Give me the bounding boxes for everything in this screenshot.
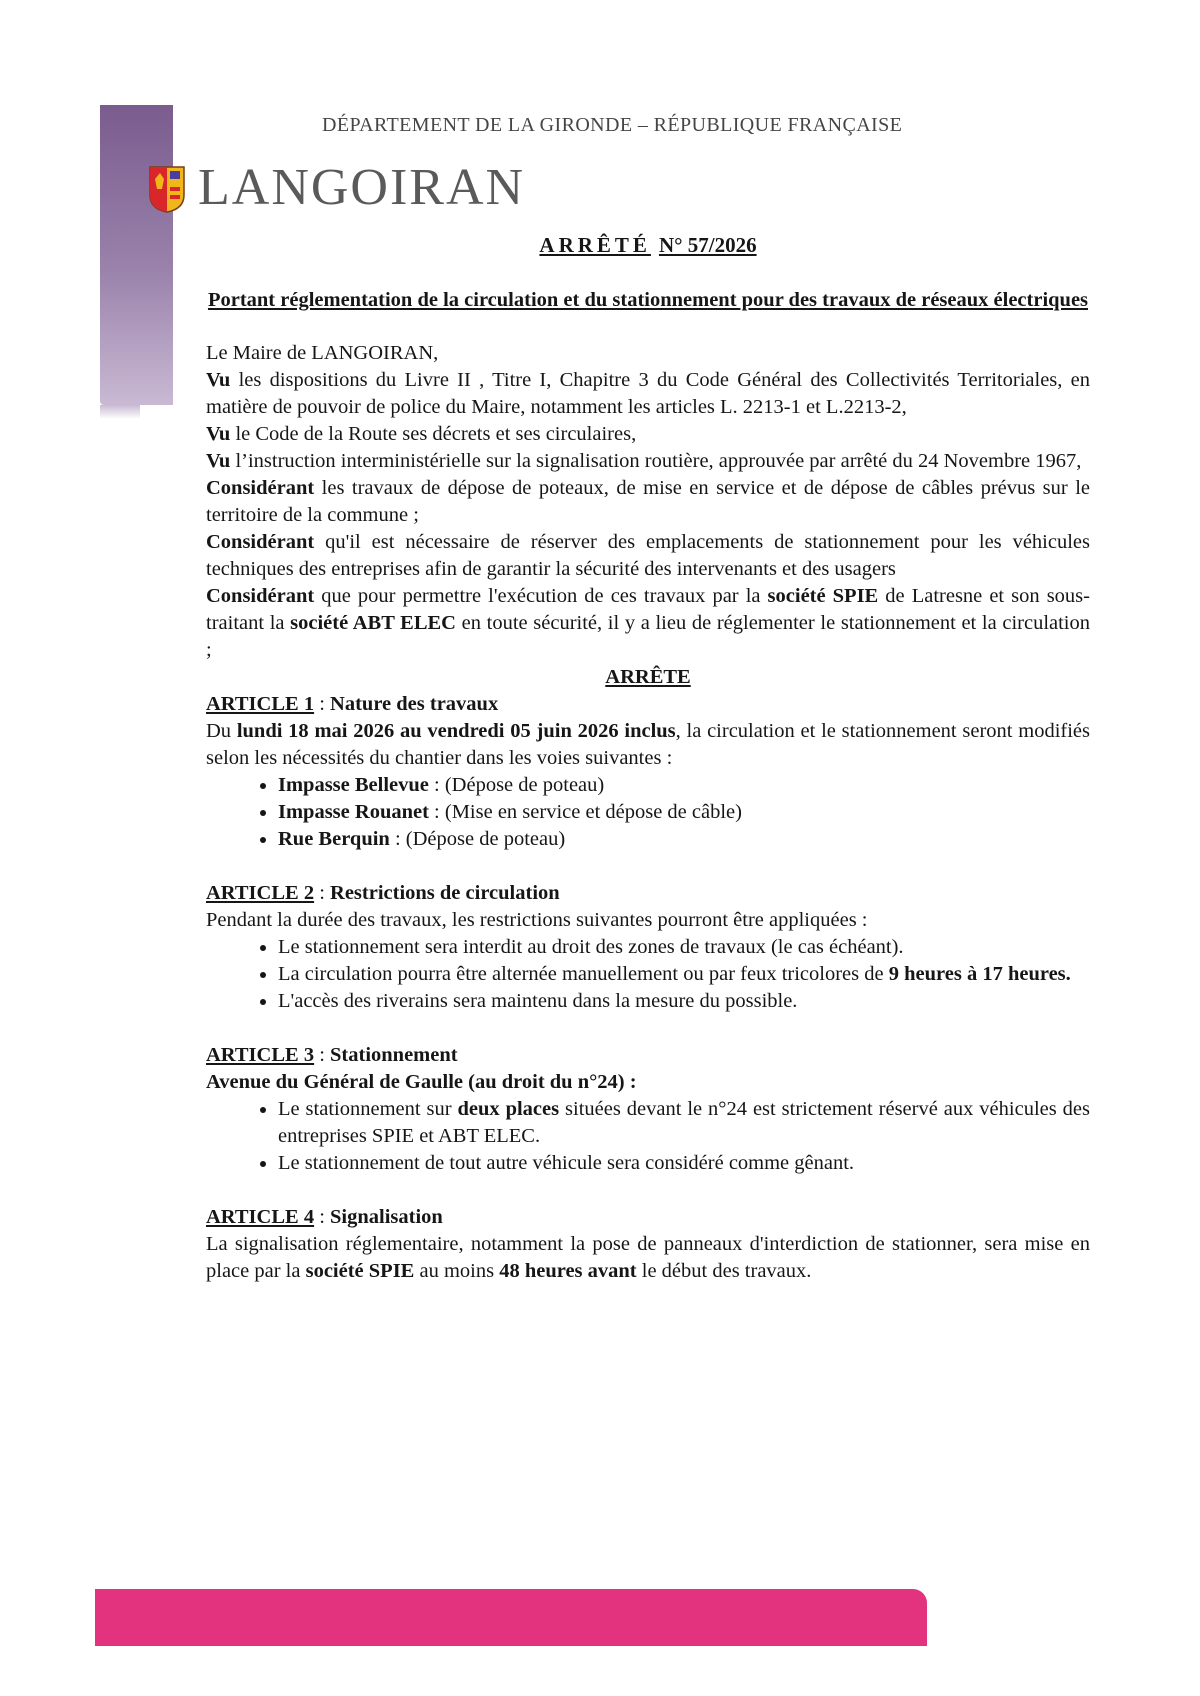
list-item: • Impasse Rouanet : (Mise en service et dépose de câble) — [278, 799, 1090, 826]
decree-label: ARRÊTÉ — [539, 233, 651, 257]
decision-heading: ARRÊTE — [605, 666, 691, 688]
article-1-street-list — [206, 772, 1090, 853]
sidebar-decorative-band — [100, 105, 173, 405]
preamble-intro: Le Maire de LANGOIRAN, — [206, 342, 439, 364]
list-item: • Le stationnement sera interdit au droit des zones de travaux (le cas échéant). — [278, 934, 1090, 961]
article-1-text: Du lundi 18 mai 2026 au vendredi 05 juin 2026 inclus, la circulation et le stationnement seront modifiés selon les nécessités du chantier dans les voies suivantes : — [206, 720, 1090, 769]
preamble-vu-2: Vu le Code de la Route ses décrets et ses circulaires, — [206, 423, 637, 445]
preamble-vu-1: Vu les dispositions du Livre II , Titre I, Chapitre 3 du Code Général des Collectivités Territoriales, en matière de pouvoir de police du Maire, notamment les articles L. 2213-1 et L.2213-2, — [206, 369, 1090, 418]
article-1-heading: ARTICLE 1 : Nature des travaux — [206, 693, 499, 715]
document-body — [206, 232, 1090, 1285]
department-header: DÉPARTEMENT DE LA GIRONDE – RÉPUBLIQUE FRANÇAISE — [322, 114, 903, 136]
preamble-considerant-3: Considérant que pour permettre l'exécution de ces travaux par la société SPIE de Latresne et son sous-traitant la société ABT ELEC en toute sécurité, il y a lieu de réglementer le stationnement et la circulation ; — [206, 585, 1090, 661]
preamble-considerant-1: Considérant les travaux de dépose de poteaux, de mise en service et de dépose de câbles prévus sur le territoire de la commune ; — [206, 477, 1090, 526]
footer-decorative-band — [95, 1589, 927, 1646]
article-2-heading: ARTICLE 2 : Restrictions de circulation — [206, 882, 560, 904]
list-item: • Rue Berquin : (Dépose de poteau) — [278, 826, 1090, 853]
list-item: • La circulation pourra être alternée manuellement ou par feux tricolores de 9 heures à 17 heures. — [278, 961, 1090, 988]
article-2-intro: Pendant la durée des travaux, les restrictions suivantes pourront être appliquées : — [206, 909, 868, 931]
list-item: • Le stationnement de tout autre véhicule sera considéré comme gênant. — [278, 1150, 1090, 1177]
article-2-restrictions-list — [206, 934, 1090, 1015]
article-4-heading: ARTICLE 4 : Signalisation — [206, 1206, 443, 1228]
article-3-heading: ARTICLE 3 : Stationnement — [206, 1044, 458, 1066]
list-item: • L'accès des riverains sera maintenu dans la mesure du possible. — [278, 988, 1090, 1015]
langoiran-coat-of-arms-icon — [148, 165, 186, 213]
article-4-text: La signalisation réglementaire, notamment la pose de panneaux d'interdiction de stationner, sera mise en place par la société SPIE au moins 48 heures avant le début des travaux. — [206, 1233, 1090, 1282]
list-item: • Le stationnement sur deux places situées devant le n°24 est strictement réservé aux véhicules des entreprises SPIE et ABT ELEC. — [278, 1096, 1090, 1150]
article-3-parking-list — [206, 1096, 1090, 1177]
article-3-location: Avenue du Général de Gaulle (au droit du n°24) : — [206, 1071, 637, 1093]
preamble-considerant-2: Considérant qu'il est nécessaire de réserver des emplacements de stationnement pour les véhicules techniques des entreprises afin de garantir la sécurité des intervenants et des usagers — [206, 531, 1090, 580]
decree-title — [206, 232, 1090, 259]
decree-number: N° 57/2026 — [658, 233, 757, 257]
decree-subtitle: Portant réglementation de la circulation et du stationnement pour des travaux de réseaux électriques — [207, 289, 1089, 311]
list-item: • Impasse Bellevue : (Dépose de poteau) — [278, 772, 1090, 799]
town-name: LANGOIRAN — [198, 159, 526, 216]
preamble-vu-3: Vu l’instruction interministérielle sur la signalisation routière, approuvée par arrêté du 24 Novembre 1967, — [206, 450, 1082, 472]
